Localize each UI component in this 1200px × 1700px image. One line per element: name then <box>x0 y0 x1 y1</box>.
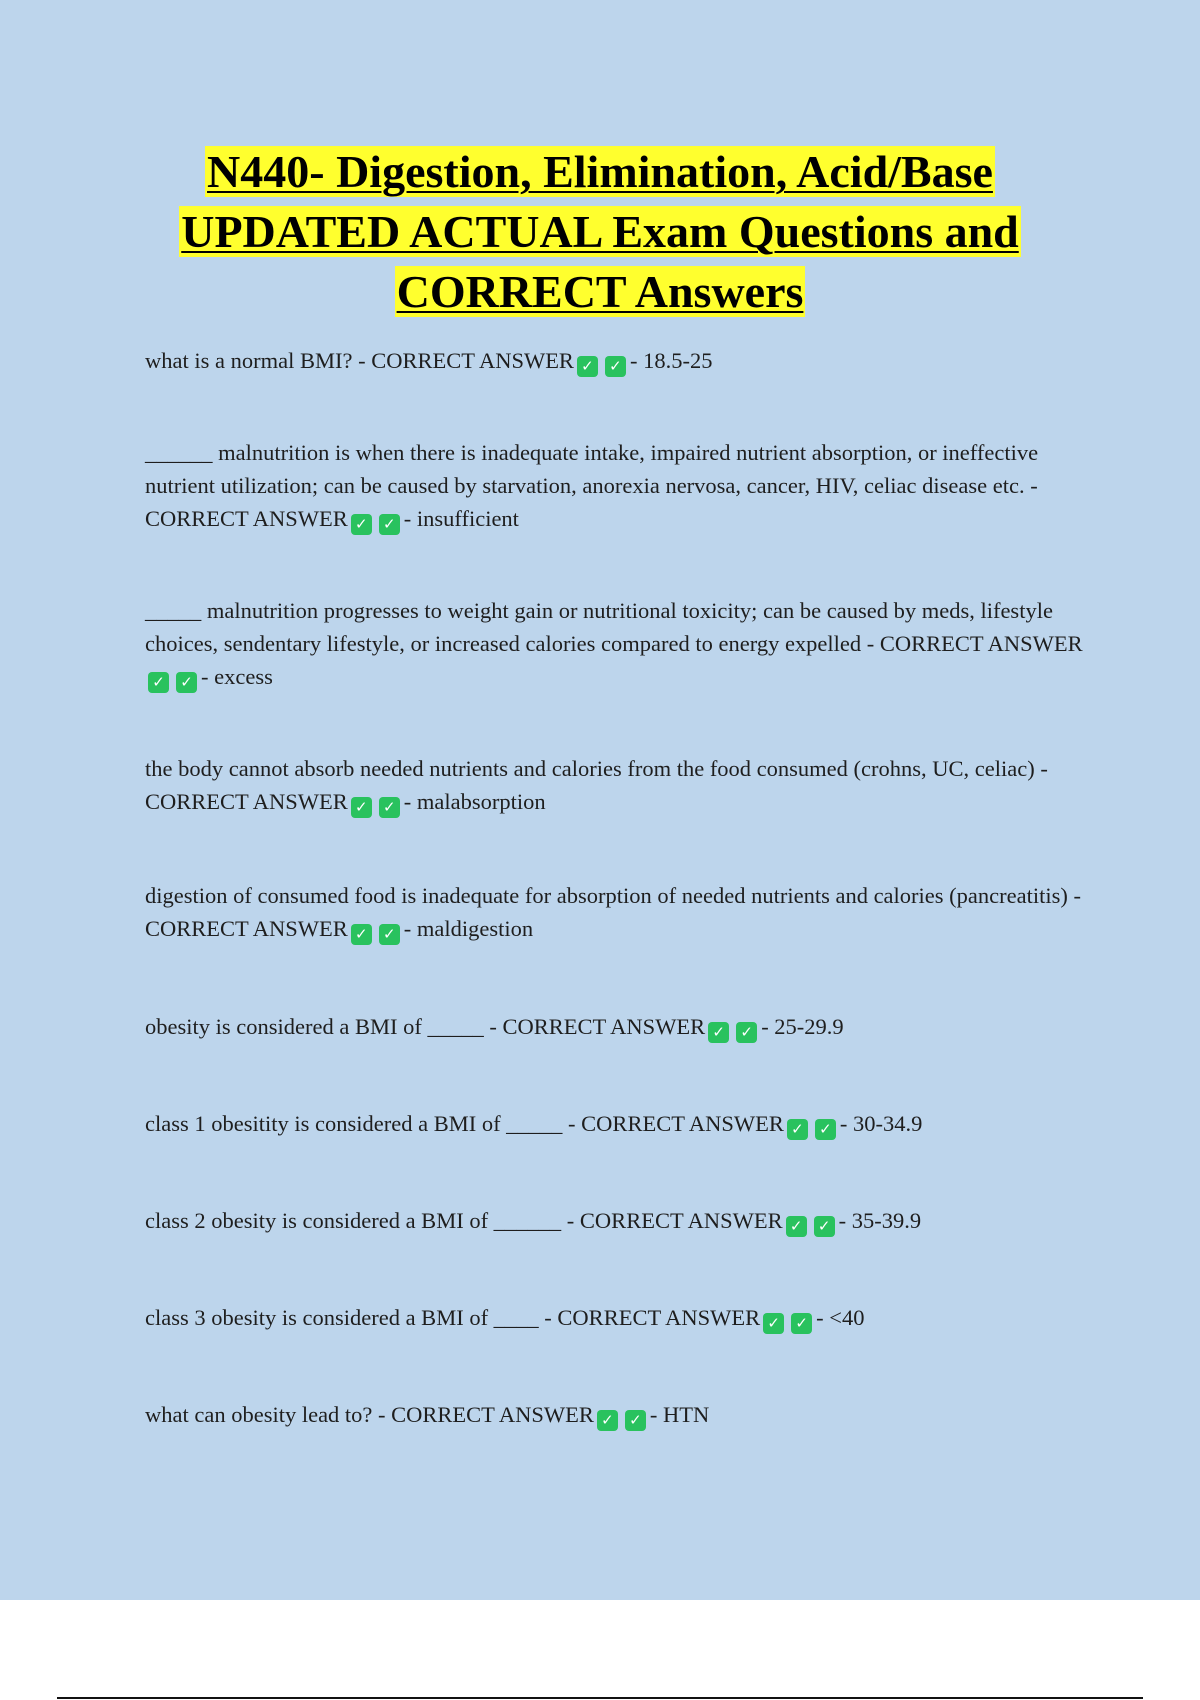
green-checkmark-icon: ✓ <box>815 1119 836 1140</box>
footer-divider <box>57 1697 1143 1699</box>
document-title <box>100 142 1100 322</box>
title-line-3: CORRECT Answers <box>396 266 804 317</box>
question-text: class 2 obesity is considered a BMI of ______ - CORRECT ANSWER <box>145 1208 783 1233</box>
question-text: digestion of consumed food is inadequate for absorption of needed nutrients and calories (pancreatitis) - CORRECT ANSWER <box>145 883 1081 941</box>
question-text: _____ malnutrition progresses to weight gain or nutritional toxicity; can be caused by meds, lifestyle choices, sendentary lifestyle, or increased calories compared to energy expelled - CORRECT ANSWER <box>145 598 1083 656</box>
answer-text: - excess <box>201 664 273 689</box>
question-text: class 3 obesity is considered a BMI of ____ - CORRECT ANSWER <box>145 1305 761 1330</box>
answer-text: - <40 <box>816 1305 865 1330</box>
answer-text: - HTN <box>649 1402 710 1427</box>
qa-item-6 <box>145 1010 1095 1043</box>
question-text: class 1 obesitity is considered a BMI of _____ - CORRECT ANSWER <box>145 1111 784 1136</box>
green-checkmark-icon: ✓ <box>379 924 400 945</box>
green-checkmark-icon: ✓ <box>176 672 197 693</box>
green-checkmark-icon: ✓ <box>625 1410 646 1431</box>
title-line-2: UPDATED ACTUAL Exam Questions and <box>181 206 1019 257</box>
green-checkmark-icon: ✓ <box>787 1119 808 1140</box>
question-text: the body cannot absorb needed nutrients and calories from the food consumed (crohns, UC, celiac) - CORRECT ANSWER <box>145 756 1048 814</box>
question-text: what can obesity lead to? - CORRECT ANSWER <box>145 1402 594 1427</box>
qa-item-7 <box>145 1107 1095 1140</box>
green-checkmark-icon: ✓ <box>351 924 372 945</box>
question-text: ______ malnutrition is when there is inadequate intake, impaired nutrient absorption, or ineffective nutrient utilization; can be caused by starvation, anorexia nervosa, cancer, HIV, celiac disease etc. - CORRECT ANSWER <box>145 440 1039 531</box>
question-text: what is a normal BMI? - CORRECT ANSWER <box>145 348 574 373</box>
answer-text: - 18.5-25 <box>629 348 713 373</box>
qa-item-1 <box>145 344 1095 377</box>
green-checkmark-icon: ✓ <box>786 1216 807 1237</box>
question-text: obesity is considered a BMI of _____ - CORRECT ANSWER <box>145 1014 706 1039</box>
qa-item-4 <box>145 752 1095 818</box>
qa-item-10 <box>145 1398 1095 1431</box>
green-checkmark-icon: ✓ <box>605 356 626 377</box>
answer-text: - maldigestion <box>403 916 534 941</box>
qa-item-2 <box>145 436 1095 535</box>
answer-text: - 30-34.9 <box>839 1111 923 1136</box>
green-checkmark-icon: ✓ <box>351 514 372 535</box>
green-checkmark-icon: ✓ <box>379 514 400 535</box>
qa-item-8 <box>145 1204 1095 1237</box>
green-checkmark-icon: ✓ <box>577 356 598 377</box>
green-checkmark-icon: ✓ <box>736 1022 757 1043</box>
answer-text: - malabsorption <box>403 789 546 814</box>
answer-text: - insufficient <box>403 506 519 531</box>
green-checkmark-icon: ✓ <box>379 797 400 818</box>
qa-item-5 <box>145 879 1095 945</box>
answer-text: - 35-39.9 <box>838 1208 922 1233</box>
green-checkmark-icon: ✓ <box>351 797 372 818</box>
green-checkmark-icon: ✓ <box>814 1216 835 1237</box>
green-checkmark-icon: ✓ <box>597 1410 618 1431</box>
green-checkmark-icon: ✓ <box>148 672 169 693</box>
qa-item-9 <box>145 1301 1095 1334</box>
qa-item-3 <box>145 594 1095 693</box>
answer-text: - 25-29.9 <box>761 1014 844 1039</box>
title-line-1: N440- Digestion, Elimination, Acid/Base <box>207 146 993 197</box>
green-checkmark-icon: ✓ <box>708 1022 729 1043</box>
green-checkmark-icon: ✓ <box>763 1313 784 1334</box>
green-checkmark-icon: ✓ <box>791 1313 812 1334</box>
